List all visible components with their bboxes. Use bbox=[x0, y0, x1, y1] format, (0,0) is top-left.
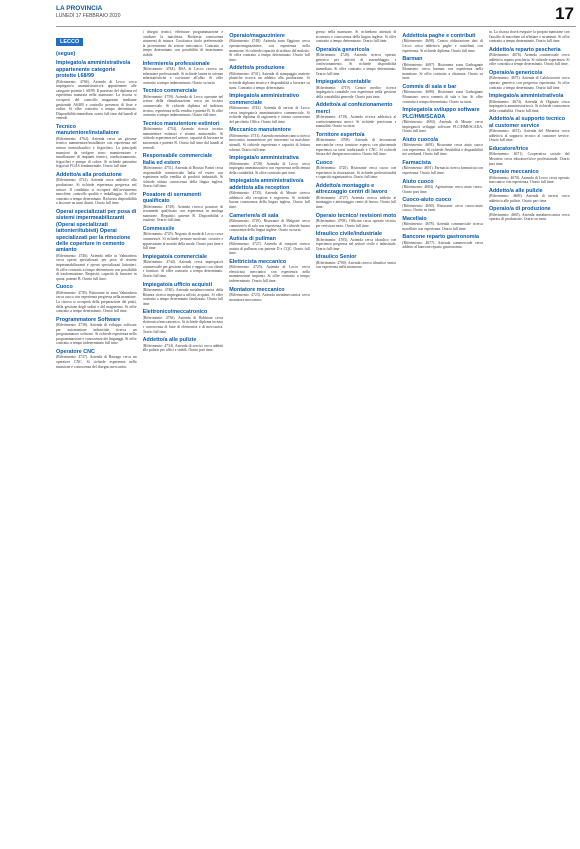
ad-body: (Riferimento: 4766). Azienda di Lecco cerca impiegato/a amministrativo/a appartenente alle categorie protette l. 68/99. Il possesso del diploma ed esperienza maturata nella mansione. La risorsa si occupera' del controllo magazzino mediante gestionale AS400 e controllo presenza di fisse e ordini. Si offre contratto a tempo determinato. Disponibilità immediata; orario full time dal lunedì al venerdì. bbox=[56, 79, 137, 121]
ad-body: (Riferimento: 4734). Azienda di servizi cerca addetti alle pulizie per uffici e stabili. Orario part time. bbox=[142, 343, 224, 353]
ad-body: (Riferimento: 4697). Ristorante zona Garbagnate Monastero cerca barman con esperienza nella mansione. Si offre contratto a chiamata. Orario su turni. bbox=[402, 62, 483, 81]
ad-heading: Addetto/a reparto pescheria bbox=[488, 46, 561, 53]
ad-heading: Addetto/a alle pulizie bbox=[142, 337, 197, 344]
ad-body: (Riferimento: 4693). Ristorante cerca aiuto cuoco con esperienza. Si richiede flessibilità e disponibilità nei weekend. Orario full time. bbox=[402, 143, 483, 157]
ad-body: (Riferimento: 4700). Azienda ricerca idraulico senior con esperienza nella mansione. bbox=[315, 260, 397, 270]
ad-body: (Riferimento: 4731). Azienda metalmeccanica ricerca meccanico manutentore per interventi su macchine utensili. Si richiede esperienza e capacità di lettura schemi. Orario full time. bbox=[229, 133, 310, 152]
ad-body: (Riferimento: 4740). Azienda metalmeccanica della Brianza ricerca impiegato/a ufficio acquisti. Si offre contratto a tempo determinato finalizzato. Orario full time. bbox=[142, 288, 224, 306]
ad-body: (Riferimento: 4727). Azienda di trasporti ricerca autista di pullman con patente D e CQC. Orario full time. bbox=[229, 242, 310, 256]
ad-body: (Riferimento: 4694). Azienda di Merate cerca impiegato/a sviluppo software PLC/HMI/SCADA. Orario full time. bbox=[402, 119, 483, 134]
ad-body: (Riferimento: 4676). Azienda commerciale cerca addetto/a reparto pescheria. Si richiede esperienza. Si offre contratto a tempo determinato. Orario full time. bbox=[488, 53, 570, 67]
ad-heading: Impiegato/a amministrativo commerciale bbox=[229, 93, 299, 106]
ad-body: (Riferimento: 4743). Azienda di servizi di Lecco cerca impiegato/a amministrativo commerciale. Si richiede diploma di ragioneria e ottima conoscenza del pacchetto Office. Orario full time. bbox=[229, 105, 310, 124]
ad-body: (Riferimento: 4749). Azienda ricerca posatore di serramenti qualificato con esperienza in analoga mansione. Requisiti: patente B. Disponibilità a trasferte. Orario full time. bbox=[142, 204, 224, 223]
ad-body: (Riferimento: 4744). Azienda cerca impiegato/a commerciale per gestione ordini e rapporti con clienti e fornitori. Si offre contratto a tempo determinato. Orario full time. bbox=[142, 260, 224, 279]
ad-heading: Impiegato/a amministrativo/a addetto/a alla reception bbox=[229, 178, 304, 191]
ad-body: (Riferimento: 4690). Ristorante cerca cuoco-aiuto cuoco. Orario su turni. bbox=[402, 203, 483, 213]
ad-body: (Riferimento: 4748). Azienda zona Oggiono cerca operaio/magazziniere, con esperienza nella mansione. Si richiede capacità di utilizzo del muletto. Si offre contratto a tempo determinato. Orario full time. bbox=[229, 39, 310, 62]
ad-body: (Riferimento: 4718). Azienda ricerca addetto/a al confezionamento merci. Si richiede precisione e manualità. Orario su turni. bbox=[315, 115, 397, 129]
ad-heading: Cuoco bbox=[56, 284, 73, 291]
ad-heading: Macellaio bbox=[402, 215, 427, 222]
ad-body: (Riferimento: 4736). Azienda di Robbiate cerca elettronico/meccatronico. Si richiede diploma tecnico e conoscenza di base di elettronica e di meccanica. Orario full time. bbox=[142, 315, 224, 334]
issue-date: LUNEDÌ 17 FEBBRAIO 2020 bbox=[56, 13, 121, 19]
ad-body: (Riferimento: 4719). Centro medico ricerca impiegato/a contabile con esperienza nella gestione della contabilità generale. Orario part time. bbox=[315, 85, 397, 99]
ad-body: (Riferimento: 4684). Agriturismo cerca aiuto cuoco. Orario part time. bbox=[402, 184, 483, 194]
ad-heading: Addetto/a al confezionamento merci bbox=[315, 102, 393, 115]
section-tag: LECCO bbox=[56, 38, 83, 46]
ad-heading: Aiuto cuoco bbox=[402, 178, 434, 185]
ad-heading: Tornitore esperto/a bbox=[315, 131, 365, 138]
ad-heading: Addetto/a al supporto tecnico al customer service bbox=[488, 116, 566, 129]
ad-body: i disegni tecnici, effettuare programmazione e condurre la macchina. Richiesta conoscenza strumenti di misura. Costituisce titolo preferenziale la provenienza da settore meccanico. Contratto a tempo determinato con possibilità di inserimento stabile. bbox=[142, 30, 224, 57]
ad-body: (Riferimento: 4708). Officina cerca operaio tecnico per revisioni moto. Orario full time. bbox=[315, 218, 397, 228]
ad-body: (Riferimento: 4671). Cooperativa sociale del Meratese cerca educatore/trice professionale. Orario part time. bbox=[488, 152, 570, 166]
ad-body: (Riferimento: 4727). Azienda ricerca addetto al montaggio e attrezzaggio centri di lavoro. Orario full time. bbox=[315, 195, 397, 209]
ad-heading: Tecnico commerciale bbox=[142, 88, 198, 95]
ad-heading: Cuoco-aiuto cuoco bbox=[402, 197, 452, 204]
ad-body: (Riferimento: 4739). Ristorante in zona Valmadrera cerca cuoco con esperienza pregressa nella mansione. La risorsa si occuperà della preparazione dei piatti, della gestione degli ordini e del magazzino. Si offre contratto a tempo determinato. Orario full time. bbox=[56, 290, 137, 314]
ad-heading: Farmacista bbox=[402, 159, 431, 166]
ad-heading: Meccanico manutentore bbox=[229, 127, 291, 134]
ad-body: gresso nella mansione. Si richiedono attestati di sicurezza e conoscenza della lingua inglese. Si offre contratto a tempo determinato. Orario full time. bbox=[315, 30, 397, 44]
ad-body: (Riferimento: 4670). Azienda di Lecco cerca operaio meccanico con esperienza. Orario full time. bbox=[488, 175, 570, 185]
ad-body: (Riferimento: 4751). Azienda di Bosisio Parini cerca responsabile commerciale Italia ed estero con esperienza nella vendita di prodotti industriali. Si richiede ottima conoscenza della lingua inglese. Orario full time. bbox=[142, 165, 224, 189]
ad-heading: Impiegato/a amministrativo/a bbox=[488, 93, 564, 100]
ad-body: (Riferimento: 4728). Azienda di Lecco cerca impiegata amministrativa con esperienza nella tenuta della contabilità. Si offre contratto part time. bbox=[229, 161, 310, 175]
column-4 bbox=[316, 30, 397, 842]
ad-heading: Tecnico manutentore estintori bbox=[142, 120, 220, 127]
ad-body: (Riferimento: 4705). Azienda cerca idraulico con esperienza pregressa nel settore civile e industriale. Orario full time. bbox=[315, 237, 397, 251]
ad-heading: Addetto/a produzione bbox=[229, 65, 285, 72]
ad-body: (Riferimento: 4729). Ristorante di Malgrate cerca cameriere/a di sala con esperienza. Si richiede buona conoscenza della lingua inglese. Orario su turni. bbox=[229, 218, 310, 233]
ad-heading: Impiegato/a sviluppo software PLC/HMI/SCADA bbox=[402, 107, 480, 120]
ad-heading: Autista di pullman bbox=[229, 235, 276, 242]
ad-heading: Aiuto cuoco/a bbox=[402, 136, 439, 143]
ad-heading: Impiegata/o amministrativa bbox=[229, 155, 299, 162]
ad-body: (Riferimento: 4698). Centro elaborazione dati di Lecco cerca addetto/a paghe e contributi con esperienza. Si richiede diploma. Orario full time. bbox=[402, 39, 483, 53]
ad-body: (Riferimento: 4746). Azienda edile in Valmadrera cerca operai specializzati per posa di sistemi impermeabilizzanti e operai specializzati lattonieri. Si offre contratto a tempo determinato con possibilità di trasformazione. Requisiti: capacità di lavorare in quota, patente B. Orario full time. bbox=[56, 253, 137, 281]
ad-heading: Posatore di serramenti qualificato bbox=[142, 191, 202, 205]
ad-body: (Riferimento: 4690). Ristorante zona Garbagnate Monastero cerca commis di sala e bar. Si offre contratto a tempo determinato. Orario su turni. bbox=[402, 90, 483, 104]
ad-body: (Riferimento: 4675). Azienda di Calolziocorte cerca operaio generico con pregressa esperienza. Si offre contratto a tempo determinato. Orario full time. bbox=[488, 76, 570, 90]
ad-body: (Riferimento: 4726). Azienda ricerca operaio generico per attività di assemblaggio e confezionamento. Si richiede disponibilità immediata. Si offre contratto a tempo determinato. Orario full time. bbox=[315, 53, 397, 76]
ad-heading: Addetto/a montaggio e attrezzaggio centri di lavoro bbox=[315, 182, 388, 196]
ad-heading: Elettronico/meccatronico bbox=[142, 309, 208, 316]
ad-body: (Riferimento: 4678). Azienda commerciale ricerca macellaio con esperienza. Orario full time. bbox=[402, 222, 483, 231]
ad-heading: Tecnico manutentore/installatore bbox=[56, 123, 119, 137]
ad-heading: Idraulico Senior bbox=[315, 254, 357, 261]
ad-body: (Riferimento: 4759). Azienda di Lecco operante nel settore della climatizzazione cerca un tecnico commerciale. Si richiede diploma ad indirizzo tecnico, esperienza nella vendita e patente B. Si offre contratto a tempo indeterminato. Orario full time. bbox=[142, 94, 224, 118]
column-1 bbox=[56, 30, 137, 842]
ad-heading: Programmatore Software bbox=[56, 316, 121, 323]
ad-heading: Operaio tecnico/ revisioni moto bbox=[315, 212, 397, 219]
column-3 bbox=[229, 30, 310, 842]
ad-heading: Operaio/magazziniere bbox=[229, 33, 285, 39]
ad-body: (Riferimento: 4669). Azienda di servizi cerca addetto/a alle pulizie. Orario part time. bbox=[488, 194, 570, 203]
ad-heading: Cuoco bbox=[315, 159, 333, 166]
ad-body: (Riferimento: 4738). Azienda di sviluppo software per automazione industriale ricerca un programmatore software. Si richiede esperienza nella programmazione e conoscenza dei linguaggi. Si offre contratto a tempo indeterminato full time. bbox=[56, 323, 137, 346]
ad-body: tu. La risorsa dovrà eseguire la propria mansione con l'ausilio di macchine ad affettare e strumenti. Si offre contratto a tempo determinato. Orario full time. bbox=[488, 30, 570, 44]
ad-body: (Riferimento: 4691). Farmacia ricerca farmacista con esperienza. Orario full time. bbox=[402, 166, 483, 175]
ad-heading: Addetto/a alla produzione bbox=[56, 171, 122, 178]
ad-heading: Commessi/e bbox=[142, 226, 175, 233]
ad-heading: Addetto/a paghe e contributi bbox=[402, 33, 476, 39]
ad-body: (Riferimento: 4762). Azienda cerca un giovane tecnico manutentore/installatore con esperienza nel settore termoidraulico e frigorifero. La principali mansioni da svolgere sono: manutenzione e installazione di impianti termici, condizionamento, frigoriferi e pompe di calore. Si richiede patentino frigoristi FGAS fondamentale. Orario full time. bbox=[56, 136, 137, 169]
publication-name: LA PROVINCIA bbox=[56, 5, 103, 12]
ad-heading: Operai specializzati per posa di sistemi impermeabilizzanti (Operai specializzati lattonieri/tubisti) Operai specializzati per la rimozione delle coperture in cemento amianto bbox=[56, 208, 137, 254]
ad-body: (Riferimento: 4672). Azienda del Meratese cerca addetto/a al supporto tecnico al customer service. Orario full time. bbox=[488, 129, 570, 143]
ad-heading: Elettricista meccanico bbox=[229, 258, 287, 265]
column-5 bbox=[402, 30, 483, 842]
column-2 bbox=[143, 30, 224, 842]
ad-body: (Riferimento: 4737). Azienda di Barzago cerca un operatore CNC. Si richiede esperienza nella mansione e conoscenza del disegno meccanico. bbox=[56, 355, 137, 369]
ad-heading: Operatore CNC bbox=[56, 349, 95, 356]
ad-body: (Riferimento: 4764). RSA di Lecco ricerca un infermiere professionale. Si richiede laurea in scienze infermieristiche e iscrizione all'albo. Si offre contratto a tempo indeterminato. Orario su turni. bbox=[142, 66, 224, 85]
page-number: 17 bbox=[555, 4, 574, 23]
ad-body: (Riferimento: 4741). Azienda di stampaggio materie plastiche ricerca un addetto alla produzione. Si richiede diploma tecnico e disponibilità a lavorare su turni. Contratto a tempo determinato. bbox=[229, 71, 310, 90]
ad-heading: Bancone reparto gastronomia bbox=[402, 234, 480, 241]
ad-heading: Impiegato/a ufficio acquisti bbox=[142, 281, 213, 288]
ad-body: (Riferimento: 4720). Ristorante cerca cuoco con esperienza in ristorazione. Si richiede professionalità e capacità organizzativa. Orario full time. bbox=[315, 166, 397, 180]
ad-body: (Riferimento: 4752). Azienda cerca addetti/e alla produzione. Si richiede esperienza pregressa nel settore. Il candidato si occuperà dell'avviamento macchine, controllo qualità e imballaggio. Si offre contratto a tempo determinato. Richiesta disponibilità a lavorare su turni diurni. Orario full time. bbox=[56, 178, 137, 206]
ad-heading: Impiegato/a commerciale bbox=[142, 253, 208, 260]
ad-heading: Responsabile commerciale Italia ed estero bbox=[142, 153, 213, 166]
ad-body: (Riferimento: 4674). Azienda di Olginate cerca impiegato/a amministrativo/a. Si richiede conoscenza della contabilità. Orario full time. bbox=[488, 99, 570, 113]
ad-heading: Impiegato/a contabile bbox=[315, 79, 371, 86]
ad-heading: Addetto/a alle pulizie bbox=[488, 187, 543, 194]
ad-heading: Montatore meccanico bbox=[229, 286, 285, 293]
ad-heading: Idraulico civile/industriale bbox=[315, 231, 382, 238]
column-6 bbox=[489, 30, 570, 842]
ad-heading: Operaio meccanico bbox=[488, 169, 539, 176]
ad-heading: Educatore/trice bbox=[488, 145, 529, 152]
ad-heading: Impiegato/a amministrativo/a appartenente categorie protette l.68/99 bbox=[56, 60, 131, 80]
ad-body: (Riferimento: 4665). Azienda metalmeccanica cerca operaio di produzione. Orario su turni. bbox=[488, 212, 570, 222]
ad-heading: Cameriere/a di sala bbox=[229, 212, 279, 219]
ad-heading: Infermiere/a professionale bbox=[142, 60, 210, 67]
ad-heading: Commis di sala e bar bbox=[402, 83, 457, 90]
ad-heading: Barman bbox=[402, 56, 423, 63]
ad-heading: Operaio/a di produzione bbox=[488, 206, 551, 213]
masthead bbox=[56, 4, 576, 27]
ad-body: (Riferimento: 4723). Azienda metalmeccanica cerca montatore meccanico. bbox=[229, 293, 310, 302]
ad-heading: Operaio/a generico/a bbox=[315, 46, 370, 53]
ad-heading: (segue) bbox=[56, 51, 76, 57]
ad-body: (Riferimento: 4708). Azienda di lavorazioni meccaniche cerca tornitore esperto con pluriennale esperienza su torni tradizionali e CNC. Si richiede lettura del disegno meccanico. Orario full time. bbox=[315, 138, 397, 157]
columns-container bbox=[56, 30, 576, 842]
ad-body: (Riferimento: 4735). Azienda di Merate ricerca addetto/a alla reception e segreteria. Si richiede buona conoscenza della lingua inglese. Orario full time. bbox=[229, 191, 310, 209]
ad-body: (Riferimento: 4725). Azienda di Lecco cerca elettricista meccanico con esperienza nella manutenzione impianti. Si offre contratto a tempo indeterminato. Orario full time. bbox=[229, 265, 310, 284]
ad-heading: Operaio/a generico/a bbox=[488, 69, 543, 76]
ad-body: (Riferimento: 4677). Azienda commerciale cerca addetto al bancone reparto gastronomia. bbox=[402, 240, 483, 250]
ad-body: (Riferimento: 4754). Azienda ricerca tecnico manutentore estintori e sistemi antincendio. Si richiede esperienza nel settore, capacità di lavorare in autonomia e patente B. Orario full time dal lunedì al venerdì. bbox=[142, 127, 224, 150]
ad-body: (Riferimento: 4745). Negozio di moda di Lecco cerca commessi/e. Si richiede persone motivate, creative e appassionate al mondo della moda. Orario part time e full time. bbox=[142, 232, 224, 251]
